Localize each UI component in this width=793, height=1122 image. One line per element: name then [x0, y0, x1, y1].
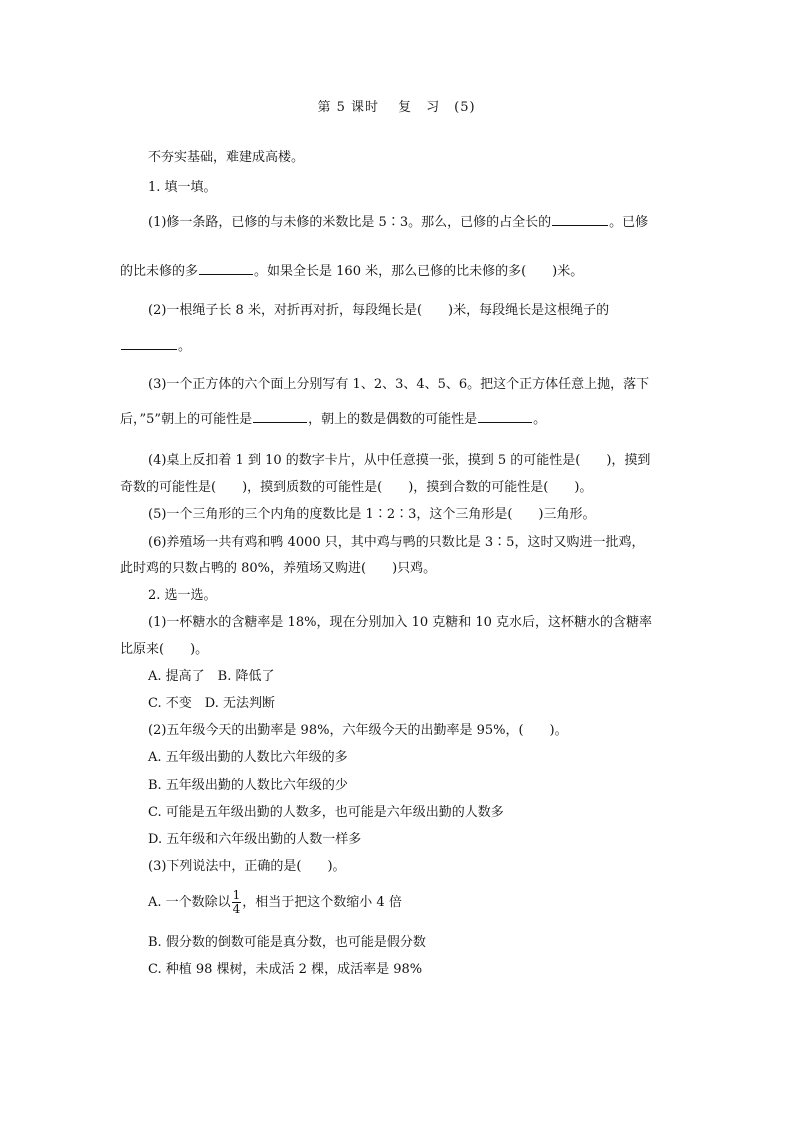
fraction-one-quarter [232, 889, 242, 916]
q1-2-text-b: 。 [178, 339, 192, 354]
q1-6-line1: (6)养殖场一共有鸡和鸭 4000 只，其中鸡与鸭的只数比是 3∶5，这时又购进一批鸡， [148, 535, 645, 550]
q1-6-line2: 此时鸡的只数占鸭的 80%，养殖场又购进( )只鸡。 [120, 561, 437, 576]
page-title: 第 5 课时 复 习 (5) [317, 100, 476, 115]
q1-3-text-a: 后，”5”朝上的可能性是 [120, 412, 253, 427]
q2-2-option-c: C. 可能是五年级出勤的人数多，也可能是六年级出勤的人数多 [148, 805, 504, 820]
q2-3-stem: (3)下列说法中，正确的是( )。 [148, 859, 346, 874]
q1-2-line2 [120, 337, 191, 357]
q2-2-option-d: D. 五年级和六年级出勤的人数一样多 [148, 832, 362, 847]
q2-1-options-cd: C. 不变 D. 无法判断 [148, 696, 275, 711]
q1-1-text-d: 。如果全长是 160 米，那么已修的比未修的多( )米。 [254, 264, 584, 279]
q1-1-text-a: (1)修一条路，已修的与未修的米数比是 5∶3。那么，已修的占全长的 [148, 215, 552, 230]
section1-heading: 1. 填一填。 [148, 180, 217, 195]
q1-4-line1: (4)桌上反扣着 1 到 10 的数字卡片，从中任意摸一张，摸到 5 的可能性是( )，摸到 [148, 453, 651, 468]
q2-1-options-ab: A. 提高了 B. 降低了 [148, 669, 275, 684]
q2-2-option-b: B. 五年级出勤的人数比六年级的少 [148, 778, 348, 793]
answer-blank[interactable] [253, 414, 307, 423]
fraction-numerator: 1 [232, 888, 241, 902]
q2-3-option-c: C. 种植 98 棵树，未成活 2 棵，成活率是 98% [148, 962, 423, 977]
q2-3-option-a-text-post: ，相当于把这个数缩小 4 倍 [242, 895, 402, 910]
answer-blank[interactable] [199, 266, 253, 275]
q1-3-line2 [120, 410, 546, 430]
answer-blank[interactable] [478, 414, 532, 423]
answer-blank[interactable] [121, 341, 177, 350]
q1-3-text-c: 。 [533, 412, 547, 427]
q2-3-option-a-text: A. 一个数除以 [148, 895, 231, 910]
q1-1-text-c: 的比未修的多 [120, 264, 199, 279]
q1-3-text-b: ，朝上的数是偶数的可能性是 [308, 412, 478, 427]
q1-1-text-b: 。已修 [609, 215, 649, 230]
q1-2-line1: (2)一根绳子长 8 米，对折再对折，每段绳长是( )米，每段绳长是这根绳子的 [148, 303, 610, 318]
fraction-denominator: 4 [232, 902, 241, 916]
q2-3-option-a [148, 889, 402, 916]
q1-4-line2: 奇数的可能性是( )，摸到质数的可能性是( )，摸到合数的可能性是( )。 [120, 480, 593, 495]
q2-2-option-a: A. 五年级出勤的人数比六年级的多 [148, 750, 348, 765]
motto: 不夯实基础，难建成高楼。 [148, 150, 305, 165]
q1-1-line1 [148, 213, 648, 233]
answer-blank[interactable] [552, 217, 608, 226]
q1-5-line: (5)一个三角形的三个内角的度数比是 1∶2∶3，这个三角形是( )三角形。 [148, 507, 596, 522]
q2-1-line2: 比原来( )。 [120, 642, 209, 657]
q2-3-option-b: B. 假分数的倒数可能是真分数，也可能是假分数 [148, 935, 426, 950]
q1-1-line2 [120, 262, 583, 282]
q1-3-line1: (3)一个正方体的六个面上分别写有 1、2、3、4、5、6。把这个正方体任意上抛，落下 [148, 377, 650, 392]
q2-1-line1: (1)一杯糖水的含糖率是 18%，现在分别加入 10 克糖和 10 克水后，这杯糖水的含糖率 [148, 615, 653, 630]
q2-2-stem: (2)五年级今天的出勤率是 98%，六年级今天的出勤率是 95%，( )。 [148, 723, 568, 738]
section2-heading: 2. 选一选。 [148, 588, 217, 603]
